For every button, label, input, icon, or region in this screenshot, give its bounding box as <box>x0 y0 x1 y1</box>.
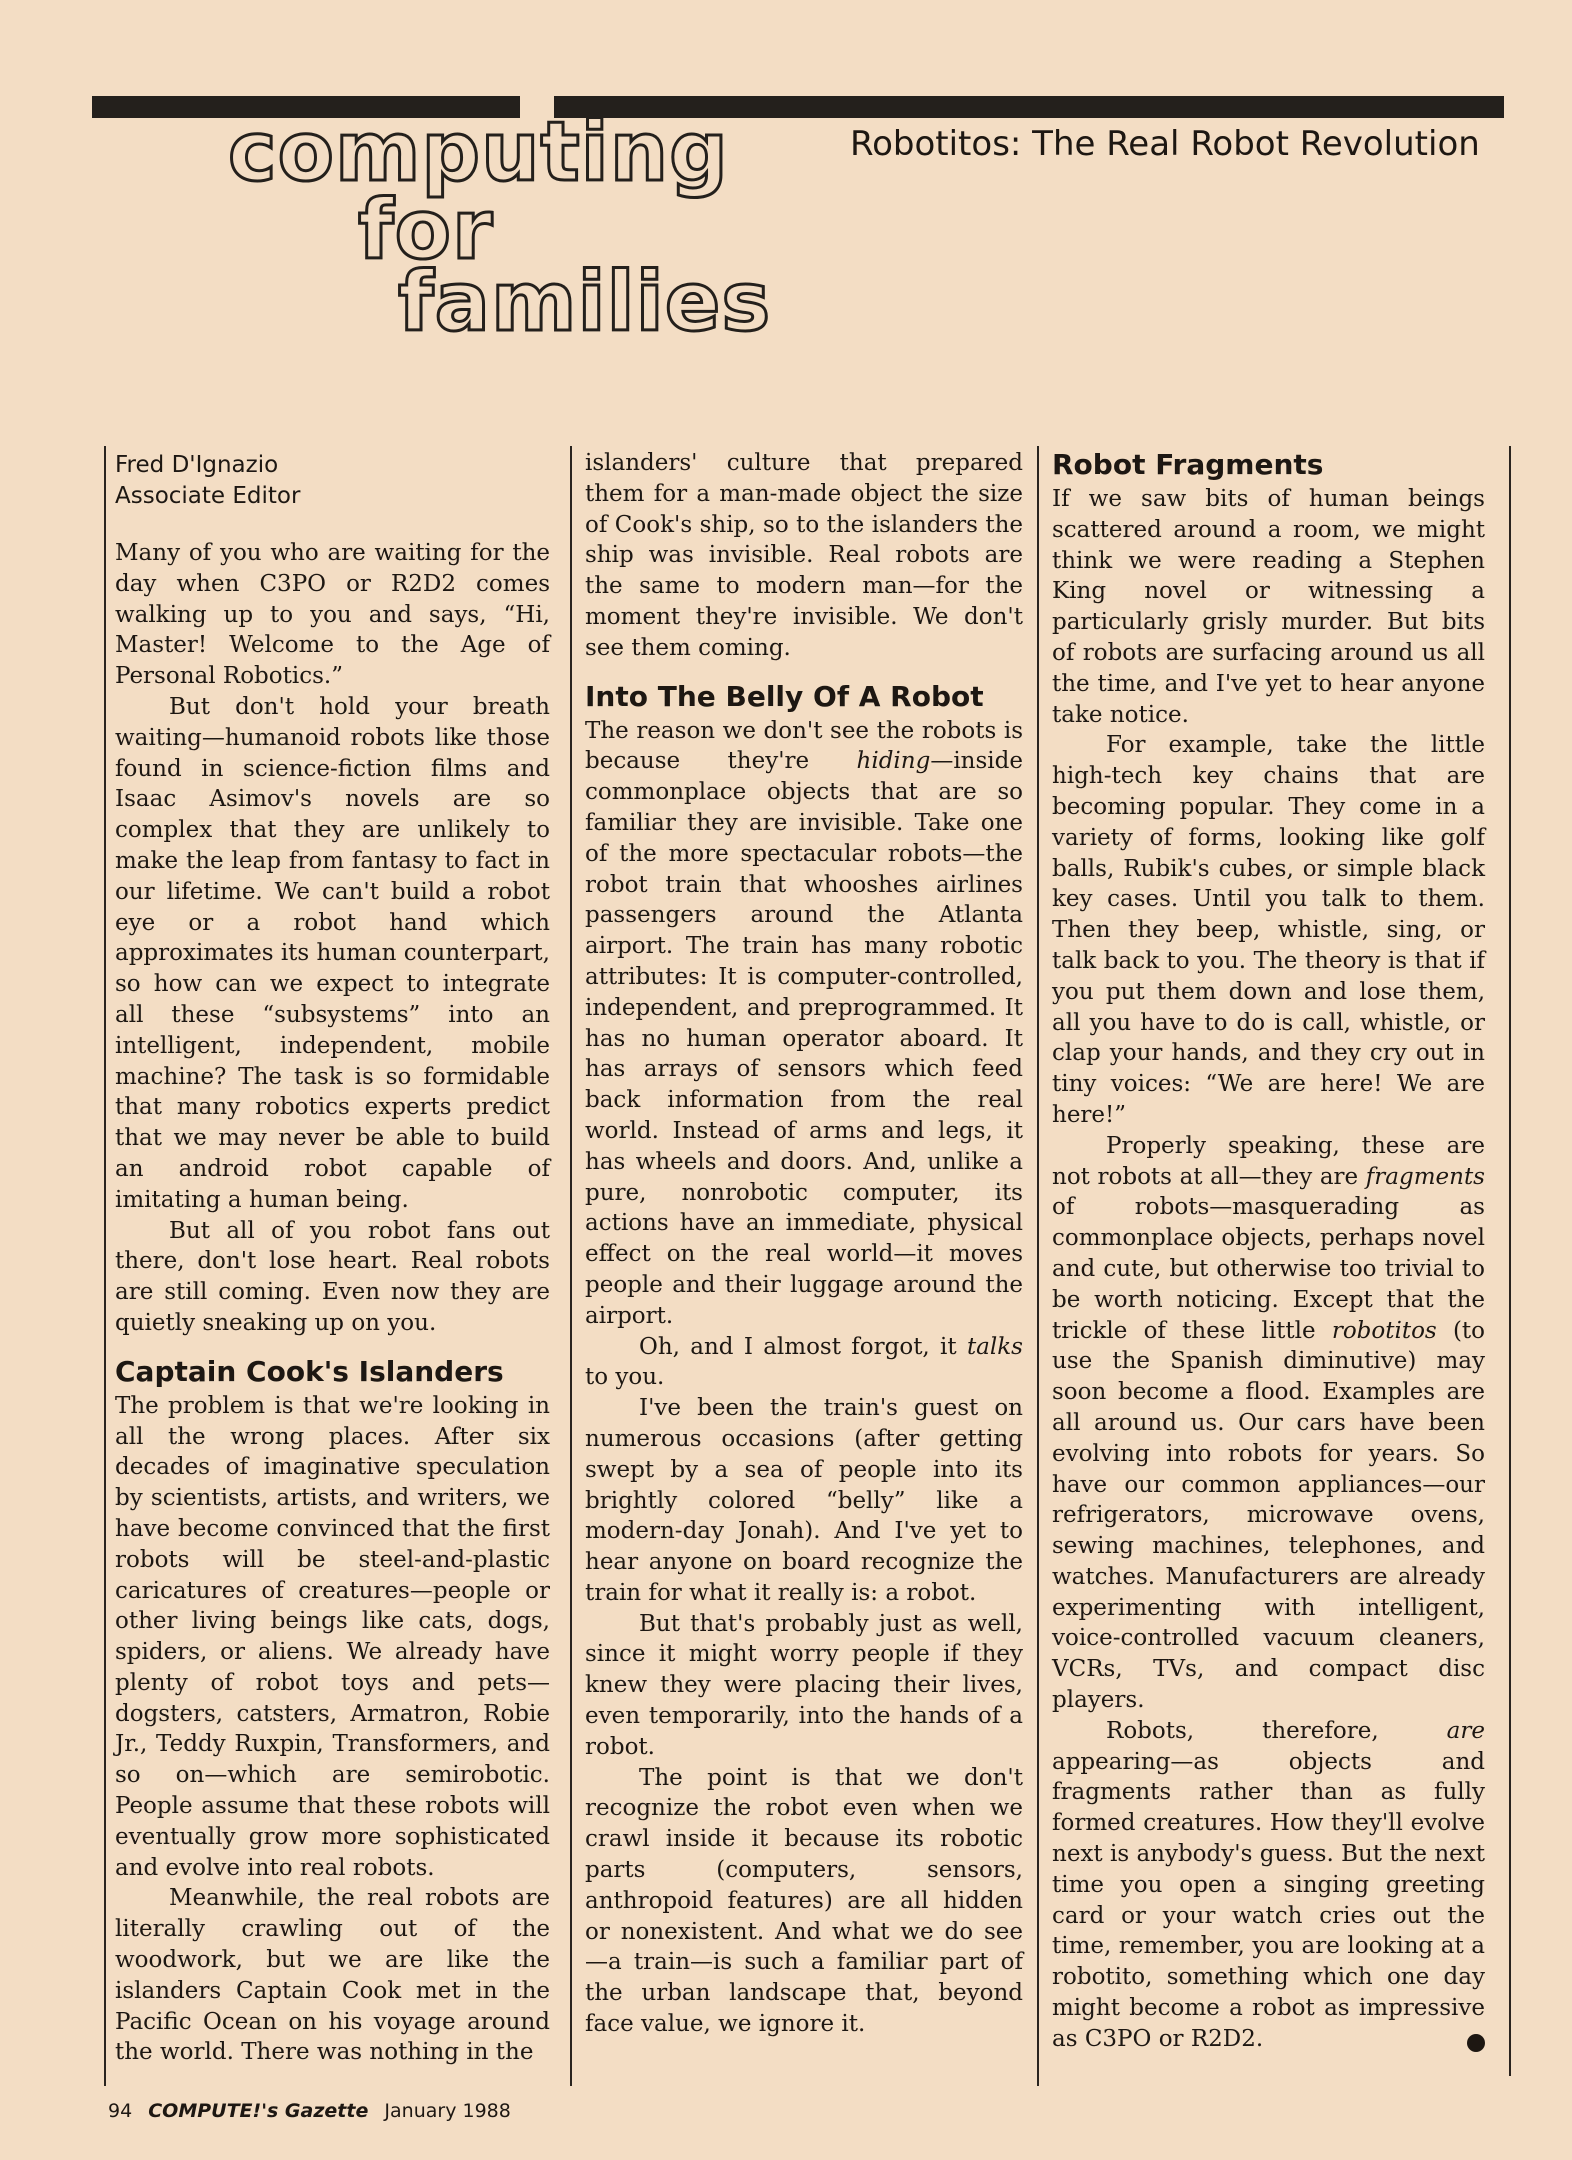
emphasis: robotitos <box>1331 1317 1437 1344</box>
text-run: Oh, and I almost forgot, it <box>639 1333 967 1360</box>
column-rule-right <box>1509 446 1511 2076</box>
paragraph: Meanwhile, the real robots are literally crawling out of the woodwork, but we are like the islanders Captain Cook met in the Pacific Ocean on his voyage around the world. There was nothing in the <box>115 1885 550 2066</box>
paragraph <box>1052 1131 1485 1716</box>
text-run: Properly speaking, these are not robots at all—they are <box>1052 1132 1485 1190</box>
article-column-2 <box>585 448 1023 2040</box>
paragraph <box>585 1332 1023 1394</box>
text-run: of robots—masquerading as commonplace objects, perhaps novel and cute, but otherwise too trivial to be worth noticing. Except that the trickle of these little <box>1052 1194 1485 1344</box>
emphasis: fragments <box>1365 1163 1485 1190</box>
byline <box>115 450 550 512</box>
logo-line-families: families <box>398 255 772 350</box>
page-number: 94 <box>108 2100 133 2122</box>
magazine-name: COMPUTE!'s Gazette <box>148 2100 369 2122</box>
paragraph <box>585 716 1023 1332</box>
emphasis: hiding <box>856 748 931 775</box>
text-run: to you. <box>585 1364 665 1391</box>
subheading-belly: Into The Belly Of A Robot <box>585 679 984 713</box>
article-column-3 <box>1052 450 1485 2055</box>
logo-line-computing: computing <box>228 105 729 200</box>
paragraph: If we saw bits of human beings scattered around a room, we might think we were reading a Stephen King novel or witnessing a particularly grisly murder. But bits of robots are surfacing around us all the time, and I've yet to hear anyone take notice. <box>1052 486 1485 728</box>
page-footer <box>108 2100 511 2122</box>
column-rule-left <box>104 446 106 2086</box>
logo-line-for: for <box>358 183 494 278</box>
end-of-article-icon <box>1467 2034 1485 2052</box>
issue-date: January 1988 <box>384 2100 511 2122</box>
article-headline: Robotitos: The Real Robot Revolution <box>850 124 1480 164</box>
paragraph: But that's probably just as well, since it might worry people if they knew they were placing their lives, even temporarily, into the hands of a robot. <box>585 1610 1023 1760</box>
subheading-captain-cook: Captain Cook's Islanders <box>115 1354 504 1388</box>
paragraph: The point is that we don't recognize the robot even when we crawl inside it because its robotic parts (computers, sensors, anthropoid features) are all hidden or nonexistent. And what we do see—a train—is such a familiar part of the urban landscape that, beyond face value, we ignore it. <box>585 1764 1023 2038</box>
emphasis: talks <box>966 1333 1023 1360</box>
author-name: Fred D'Ignazio <box>115 452 279 478</box>
paragraph: The problem is that we're looking in all the wrong places. After six decades of imaginative speculation by scientists, artists, and writers, we have become convinced that the first robots will be steel-and-plastic caricatures of creatures—people or other living beings like cats, dogs, spiders, or aliens. We already have plenty of robot toys and pets—dogsters, catsters, Armatron, Robie Jr., Teddy Ruxpin, Transformers, and so on—which are semirobotic. People assume that these robots will eventually grow more sophisticated and evolve into real robots. <box>115 1392 550 1881</box>
paragraph: But don't hold your breath waiting—humanoid robots like those found in science-fiction films and Isaac Asimov's novels are so complex that they are unlikely to make the leap from fantasy to fact in our lifetime. We can't build a robot eye or a robot hand which approximates its human counterpart, so how can we expect to integrate all these “subsystems” into an intelligent, independent, mobile machine? The task is so formidable that many robotics experts predict that we may never be able to build an android robot capable of imitating a human being. <box>115 693 550 1213</box>
paragraph <box>1052 1716 1485 2055</box>
column-rule-middle-right <box>1037 446 1039 2086</box>
paragraph: Many of you who are waiting for the day when C3PO or R2D2 comes walking up to you and says, “Hi, Master! Welcome to the Age of Personal Robotics.” <box>115 540 550 690</box>
paragraph: islanders' culture that prepared them for a man-made object the size of Cook's ship, so to the islanders the ship was invisible. Real robots are the same to modern man—for the moment they're invisible. We don't see them coming. <box>585 450 1023 661</box>
article-column-1 <box>115 450 550 2068</box>
subheading-fragments: Robot Fragments <box>1052 448 1324 481</box>
text-run: (to use the Spanish diminutive) may soon become a flood. Examples are all around us. Our cars have been evolving into robots for years. So have our common appliances—our refrigerators, microwave ovens, sewing machines, telephones, and watches. Manufacturers are already experimenting with intelligent, voice-controlled vacuum cleaners, VCRs, TVs, and compact disc players. <box>1052 1317 1486 1714</box>
column-rule-middle-left <box>570 446 572 2086</box>
emphasis: are <box>1446 1717 1485 1744</box>
paragraph: But all of you robot fans out there, don't lose heart. Real robots are still coming. Even now they are quietly sneaking up on you. <box>115 1217 550 1336</box>
text-run: Robots, therefore, <box>1106 1717 1447 1744</box>
text-run: The reason we don't see the robots is because they're <box>585 717 1023 775</box>
text-run: —inside commonplace objects that are so familiar they are invisible. Take one of the more spectacular robots—the robot train that whooshes airlines passengers around the Atlanta airport. The train has many robotic attributes: It is computer-controlled, independent, and preprogrammed. It has no human operator aboard. It has arrays of sensors which feed back information from the real world. Instead of arms and legs, it has wheels and doors. And, unlike a pure, nonrobotic computer, its actions have an immediate, physical effect on the real world—it moves people and their luggage around the airport. <box>585 748 1023 1329</box>
paragraph: I've been the train's guest on numerous occasions (after getting swept by a sea of people into its brightly colored “belly” like a modern-day Jonah). And I've yet to hear anyone on board recognize the train for what it really is: a robot. <box>585 1395 1023 1606</box>
author-role: Associate Editor <box>115 483 301 509</box>
paragraph: For example, take the little high-tech key chains that are becoming popular. They come in a variety of forms, looking like golf balls, Rubik's cubes, or simple black key cases. Until you talk to them. Then they beep, whistle, sing, or talk back to you. The theory is that if you put them down and lose them, all you have to do is call, whistle, or clap your hands, and they cry out in tiny voices: “We are here! We are here!” <box>1052 732 1485 1128</box>
text-run: appearing—as objects and fragments rather than as fully formed creatures. How they'll evolve next is anybody's guess. But the next time you open a singing greeting card or your watch cries out the time, remember, you are looking at a robotito, something which one day might become a robot as impressive as C3PO or R2D2. <box>1052 1748 1485 2052</box>
